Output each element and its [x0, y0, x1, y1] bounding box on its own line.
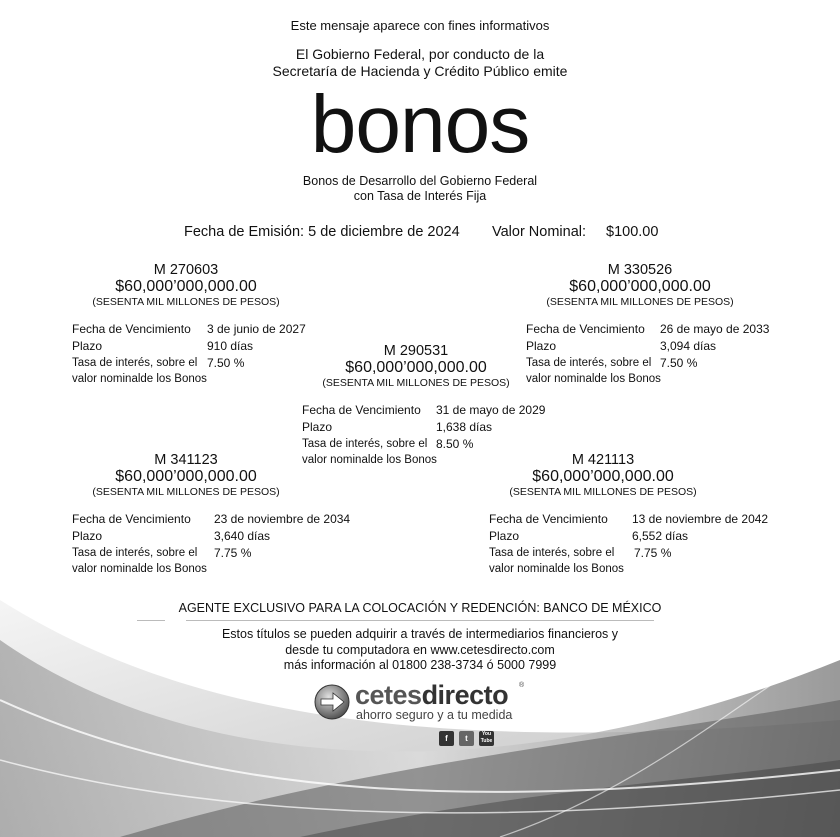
divider-main: [186, 620, 654, 621]
rate-value: 8.50 %: [436, 437, 474, 451]
emission-date: Fecha de Emisión: 5 de diciembre de 2024: [184, 224, 460, 240]
term-label: Plazo: [526, 339, 557, 353]
bond-amount: $60,000’000,000.00: [345, 359, 487, 376]
bond-amount: $60,000’000,000.00: [532, 468, 674, 485]
arrow-circle-icon: [313, 683, 351, 721]
nominal-value-label: Valor Nominal:: [492, 224, 587, 240]
term-label: Plazo: [72, 529, 103, 543]
rate-label: Tasa de interés, sobre el valor nominalde los Bonos: [526, 357, 661, 385]
bond-amount: $60,000’000,000.00: [569, 278, 711, 295]
bond-amount-words: (SESENTA MIL MILLONES DE PESOS): [546, 296, 734, 308]
cetesdirecto-logo: [313, 680, 533, 726]
bond-amount: $60,000’000,000.00: [115, 468, 257, 485]
rate-value: 7.75 %: [634, 546, 672, 560]
maturity-label: Fecha de Vencimiento: [302, 403, 421, 417]
term-value: 910 días: [207, 339, 254, 353]
maturity-label: Fecha de Vencimiento: [72, 512, 191, 526]
bond-code: M 270603: [153, 262, 219, 278]
notice-text: Este mensaje aparece con fines informativos: [290, 18, 550, 33]
info-line-2: desde tu computadora en www.cetesdirecto.com: [285, 643, 555, 657]
youtube-icon[interactable]: You Tube: [480, 731, 493, 744]
info-line-1: Estos títulos se pueden adquirir a través de intermediarios financieros y: [221, 627, 619, 641]
bond-m330526: [526, 262, 786, 389]
bond-m341123: [72, 452, 362, 579]
rate-value: 7.50 %: [207, 356, 245, 370]
bond-code: M 290531: [383, 343, 449, 359]
bond-m421113: [489, 452, 789, 579]
term-value: 6,552 días: [632, 529, 689, 543]
bond-amount-words: (SESENTA MIL MILLONES DE PESOS): [322, 377, 510, 389]
subtitle-line-1: Bonos de Desarrollo del Gobierno Federal: [302, 174, 538, 188]
info-line-3: más información al 01800 238-3734 ó 5000 7999: [283, 658, 557, 672]
bond-code: M 421113: [571, 452, 635, 468]
issuer-line-2: Secretaría de Hacienda y Crédito Público emite: [272, 63, 568, 79]
exclusive-agent-text: AGENTE EXCLUSIVO PARA LA COLOCACIÓN Y REDENCIÓN: BANCO DE MÉXICO: [178, 601, 662, 615]
maturity-value: 23 de noviembre de 2034: [214, 512, 351, 526]
maturity-label: Fecha de Vencimiento: [526, 322, 645, 336]
maturity-value: 13 de noviembre de 2042: [632, 512, 769, 526]
term-label: Plazo: [302, 420, 333, 434]
bond-code: M 330526: [607, 262, 673, 278]
rate-label: Tasa de interés, sobre el valor nominalde los Bonos: [302, 438, 437, 466]
twitter-icon[interactable]: t: [459, 731, 474, 746]
term-value: 3,094 días: [660, 339, 717, 353]
facebook-icon[interactable]: f: [439, 731, 454, 746]
registered-mark: ®: [519, 682, 525, 689]
nominal-value: $100.00: [606, 224, 659, 240]
bond-amount-words: (SESENTA MIL MILLONES DE PESOS): [509, 486, 697, 498]
logo-tagline: ahorro seguro y a tu medida: [356, 708, 513, 722]
term-value: 3,640 días: [214, 529, 271, 543]
maturity-label: Fecha de Vencimiento: [72, 322, 191, 336]
bond-amount-words: (SESENTA MIL MILLONES DE PESOS): [92, 296, 280, 308]
divider-left: [137, 620, 165, 621]
rate-label: Tasa de interés, sobre el valor nominalde los Bonos: [72, 547, 207, 575]
maturity-value: 3 de junio de 2027: [207, 322, 306, 336]
rate-label: Tasa de interés, sobre el valor nominalde los Bonos: [72, 357, 207, 385]
page-title: bonos: [310, 79, 530, 170]
subtitle-line-2: con Tasa de Interés Fija: [353, 189, 487, 203]
rate-value: 7.50 %: [660, 356, 698, 370]
bond-code: M 341123: [154, 452, 218, 468]
maturity-value: 26 de mayo de 2033: [660, 322, 770, 336]
term-value: 1,638 días: [436, 420, 493, 434]
bond-amount: $60,000’000,000.00: [115, 278, 257, 295]
rate-value: 7.75 %: [214, 546, 252, 560]
rate-label: Tasa de interés, sobre el valor nominalde los Bonos: [489, 547, 624, 575]
maturity-value: 31 de mayo de 2029: [436, 403, 546, 417]
term-label: Plazo: [72, 339, 103, 353]
maturity-label: Fecha de Vencimiento: [489, 512, 608, 526]
bond-m290531: [302, 343, 562, 470]
bond-amount-words: (SESENTA MIL MILLONES DE PESOS): [92, 486, 280, 498]
term-label: Plazo: [489, 529, 520, 543]
issuer-line-1: El Gobierno Federal, por conducto de la: [295, 46, 545, 62]
logo-wordmark: cetesdirecto: [355, 680, 509, 710]
